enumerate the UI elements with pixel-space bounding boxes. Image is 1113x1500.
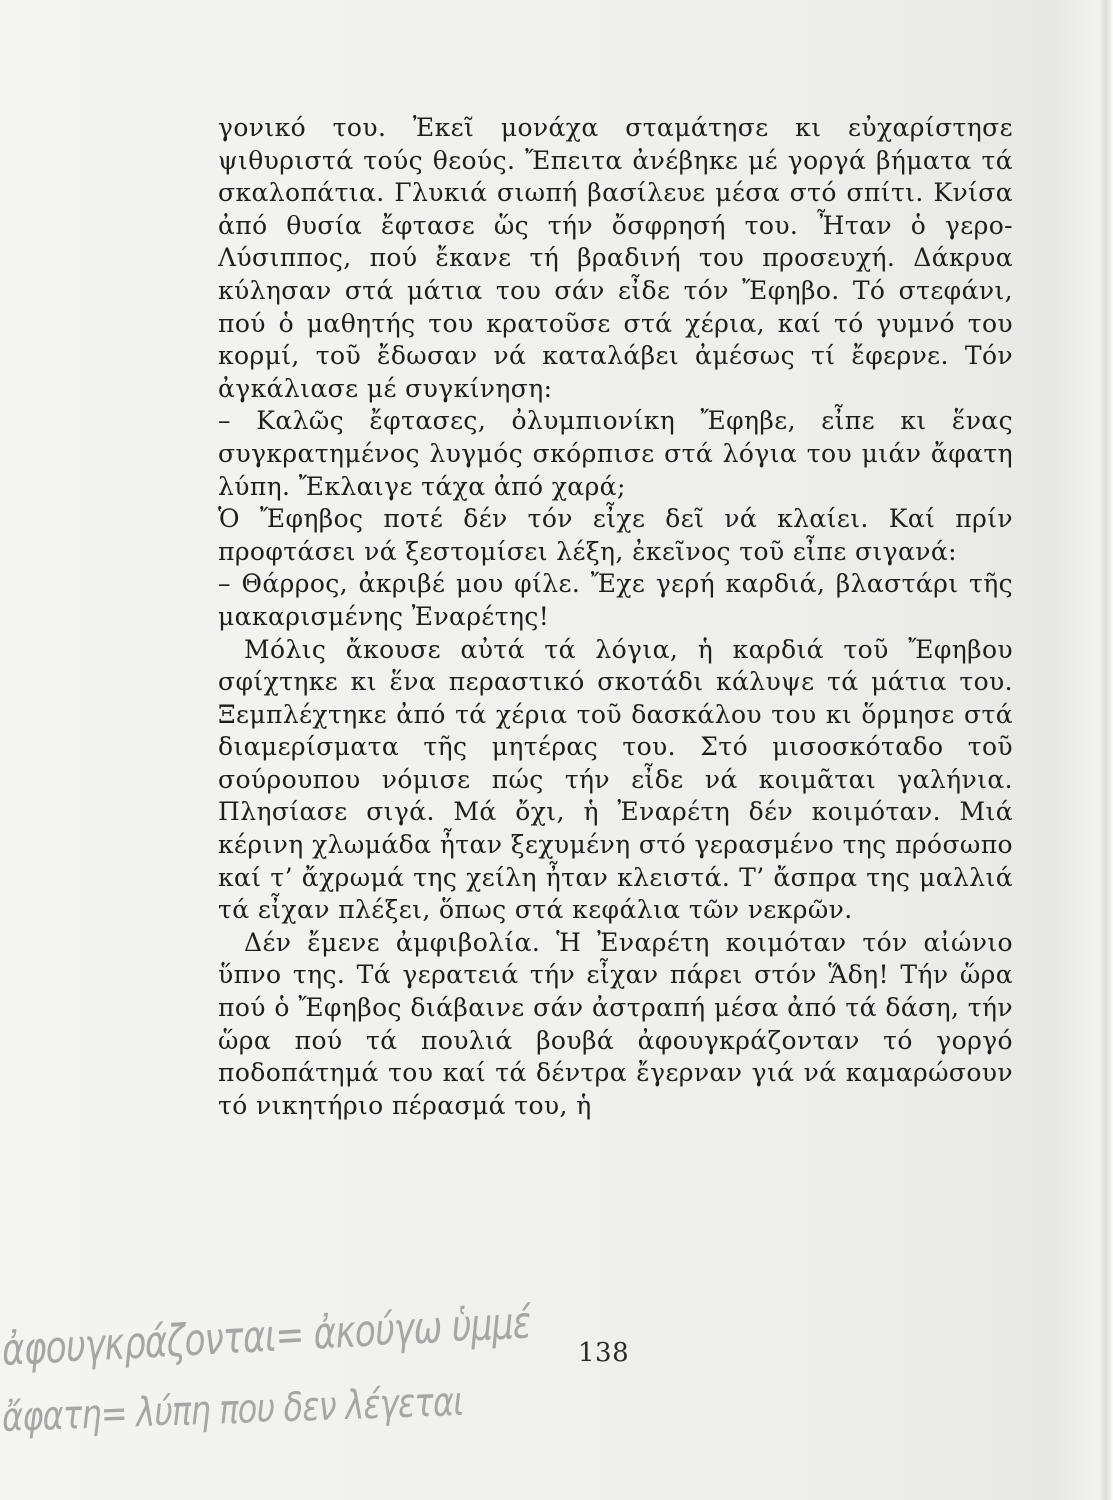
paragraph-1: γονικό του. Ἐκεῖ μονάχα σταμάτησε κι εὐχαρίστησε ψιθυριστά τούς θεούς. Ἔπειτα ἀνέβηκε μέ γοργά βήματα τά σκαλοπάτια. Γλυκιά σιωπή βασίλευε μέσα στό σπίτι. Κνίσα ἀπό θυσία ἔφτασε ὥς τήν ὄσφρησή του. Ἦταν ὁ γερο-Λύσιππος, πού ἔκανε τή βραδινή του προσευχή. Δάκρυα κύλησαν στά μάτια του σάν εἶδε τόν Ἔφηβο. Τό στεφάνι, πού ὁ μαθητής του κρατοῦσε στά χέρια, καί τό γυμνό του κορμί, τοῦ ἔδωσαν νά καταλάβει ἀμέσως τί ἔφερνε. Τόν ἀγκάλιασε μέ συγκίνηση: [218,113,1013,403]
page-number: 138 [578,1338,630,1368]
paragraph-6: Δέν ἔμενε ἀμφιβολία. Ἡ Ἐναρέτη κοιμόταν τόν αἰώνιο ὕπνο της. Τά γερατειά τήν εἶχαν πάρει στόν Ἅδη! Τήν ὥρα πού ὁ Ἔφηβος διάβαινε σάν ἀστραπή μέσα ἀπό τά δάση, τήν ὥρα πού τά πουλιά βουβά ἀφουγκράζονταν τό γοργό ποδοπάτημά του καί τά δέντρα ἔγερναν γιά νά καμαρώσουν τό νικητήριο πέρασμά του, ἡ [218,927,1013,1120]
paragraph-3: Ὁ Ἔφηβος ποτέ δέν τόν εἶχε δεῖ νά κλαίει. Καί πρίν προφτάσει νά ξεστομίσει λέξη, ἐκεῖνος τοῦ εἶπε σιγανά: [218,504,1013,566]
paragraph-4-dialogue: – Θάρρος, ἀκριβέ μου φίλε. Ἔχε γερή καρδιά, βλαστάρι τῆς μακαρισμένης Ἐναρέτης! [218,569,1013,631]
paragraph-2-dialogue: – Καλῶς ἔφτασες, ὀλυμπιονίκη Ἔφηβε, εἶπε κι ἕνας συγκρατημένος λυγμός σκόρπισε στά λόγια του μιάν ἄφατη λύπη. Ἔκλαιγε τάχα ἀπό χαρά; [218,406,1013,501]
handwritten-note-2: ἄφατη= λύπη που δεν λέγεται [1,1378,465,1441]
body-text [218,112,1013,1122]
page-edge-shadow [1099,0,1113,1500]
handwritten-note-1: ἀφουγκράζονται= ἀκούγω ὑμμέ [0,1297,532,1376]
paragraph-5: Μόλις ἄκουσε αὐτά τά λόγια, ἡ καρδιά τοῦ Ἔφηβου σφίχτηκε κι ἕνα περαστικό σκοτάδι κάλυψε τά μάτια του. Ξεμπλέχτηκε ἀπό τά χέρια τοῦ δασκάλου του κι ὅρμησε στά διαμερίσματα τῆς μητέρας του. Στό μισοσκόταδο τοῦ σούρουπου νόμισε πώς τήν εἶδε νά κοιμᾶται γαλήνια. Πλησίασε σιγά. Μά ὄχι, ἡ Ἐναρέτη δέν κοιμόταν. Μιά κέρινη χλωμάδα ἦταν ξεχυμένη στό γερασμένο της πρόσωπο καί τ’ ἄχρωμά της χείλη ἦταν κλειστά. Τ’ ἄσπρα της μαλλιά τά εἶχαν πλέξει, ὅπως στά κεφάλια τῶν νεκρῶν. [218,634,1013,925]
